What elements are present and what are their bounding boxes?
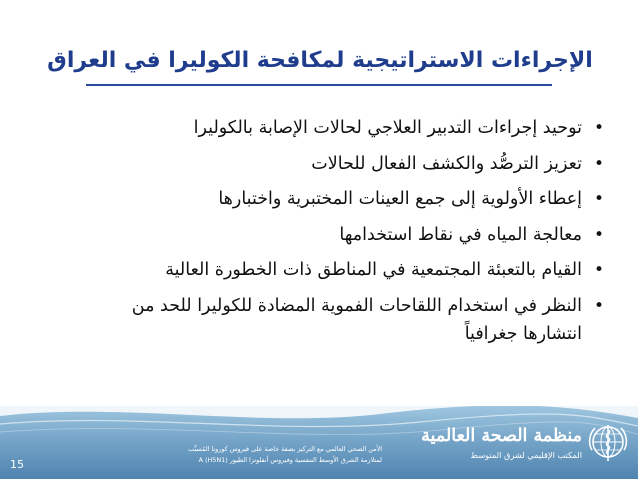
who-region-name: المكتب الإقليمي لشرق المتوسط — [470, 450, 582, 460]
bullet-item — [96, 221, 606, 249]
page-number: 15 — [10, 458, 24, 471]
bullet-symbol: • — [593, 260, 604, 280]
footer-note-line: الأمن الصحي العالمي مع التركيز بصفة خاصة على فيروس كورونا المُسبِّب — [188, 445, 382, 453]
bullet-text: تعزيز الترصُّد والكشف الفعال للحالات — [311, 153, 582, 174]
title-underline — [86, 84, 552, 86]
bullet-symbol: • — [593, 118, 604, 138]
who-logo-text — [396, 424, 582, 462]
who-emblem-icon — [586, 420, 630, 464]
slide-title: الإجراءات الاستراتيجية لمكافحة الكوليرا في العراق — [47, 48, 593, 73]
bullet-symbol: • — [593, 189, 604, 209]
footer-note-line: لمتلازمة الشرق الأوسط التنفسية وفيروس أنفلونزا الطيور A (H5N1) — [198, 456, 382, 464]
bullet-symbol: • — [593, 224, 604, 245]
bullet-text: توحيد إجراءات التدبير العلاجي لحالات الإصابة بالكوليرا — [193, 118, 582, 138]
bullet-text: القيام بالتعبئة المجتمعية في المناطق ذات الخطورة العالية — [165, 260, 582, 280]
bullet-item — [96, 114, 606, 142]
bullet-text: النظر في استخدام اللقاحات الفموية المضادة للكوليرا للحد من انتشارها جغرافياً — [131, 295, 582, 344]
bullet-symbol: • — [593, 295, 604, 316]
bullet-list — [96, 114, 606, 355]
bullet-text: إعطاء الأولوية إلى جمع العينات المختبرية واختبارها — [218, 189, 582, 209]
bullet-item — [96, 292, 606, 348]
bullet-item — [96, 150, 606, 178]
who-org-name: منظمة الصحة العالمية — [421, 426, 582, 446]
bullet-symbol: • — [593, 153, 604, 174]
bullet-item — [96, 185, 606, 213]
bullet-text: معالجة المياه في نقاط استخدامها — [339, 224, 582, 245]
bullet-item — [96, 256, 606, 284]
footer-note — [168, 444, 382, 466]
